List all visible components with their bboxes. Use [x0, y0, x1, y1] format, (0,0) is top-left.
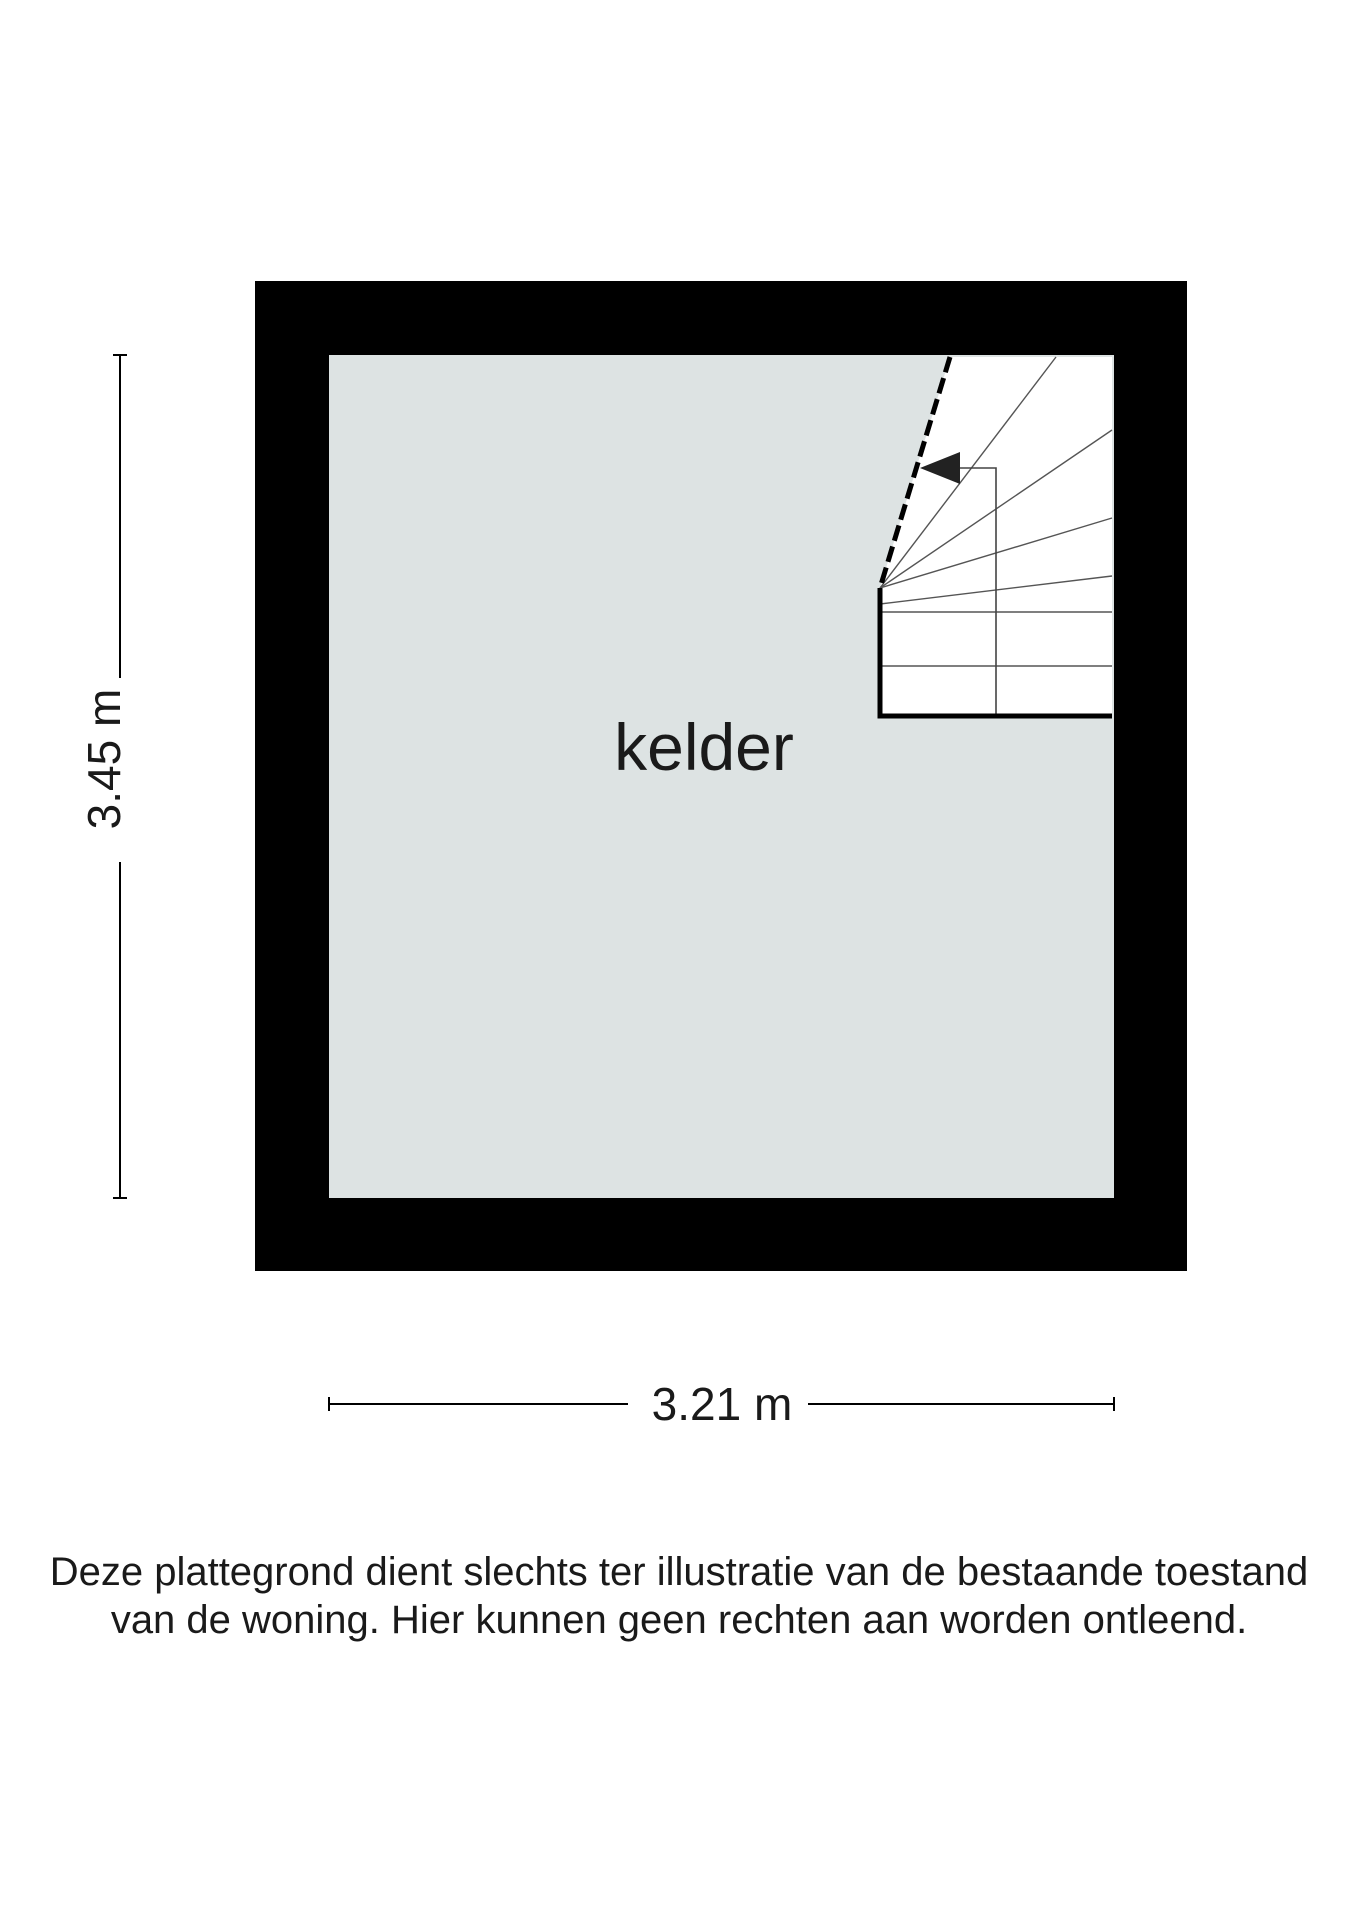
disclaimer — [0, 1548, 1358, 1644]
disclaimer-line-1: Deze plattegrond dient slechts ter illustratie van de bestaande toestand — [49, 1550, 1309, 1594]
disclaimer-line-2: van de woning. Hier kunnen geen rechten aan worden ontleend. — [110, 1598, 1248, 1642]
height-dimension — [78, 355, 130, 1198]
width-dimension-label: 3.21 m — [651, 1378, 793, 1430]
width-dimension — [329, 1378, 1114, 1430]
height-dimension-label: 3.45 m — [78, 688, 130, 830]
room-label: kelder — [614, 710, 794, 784]
